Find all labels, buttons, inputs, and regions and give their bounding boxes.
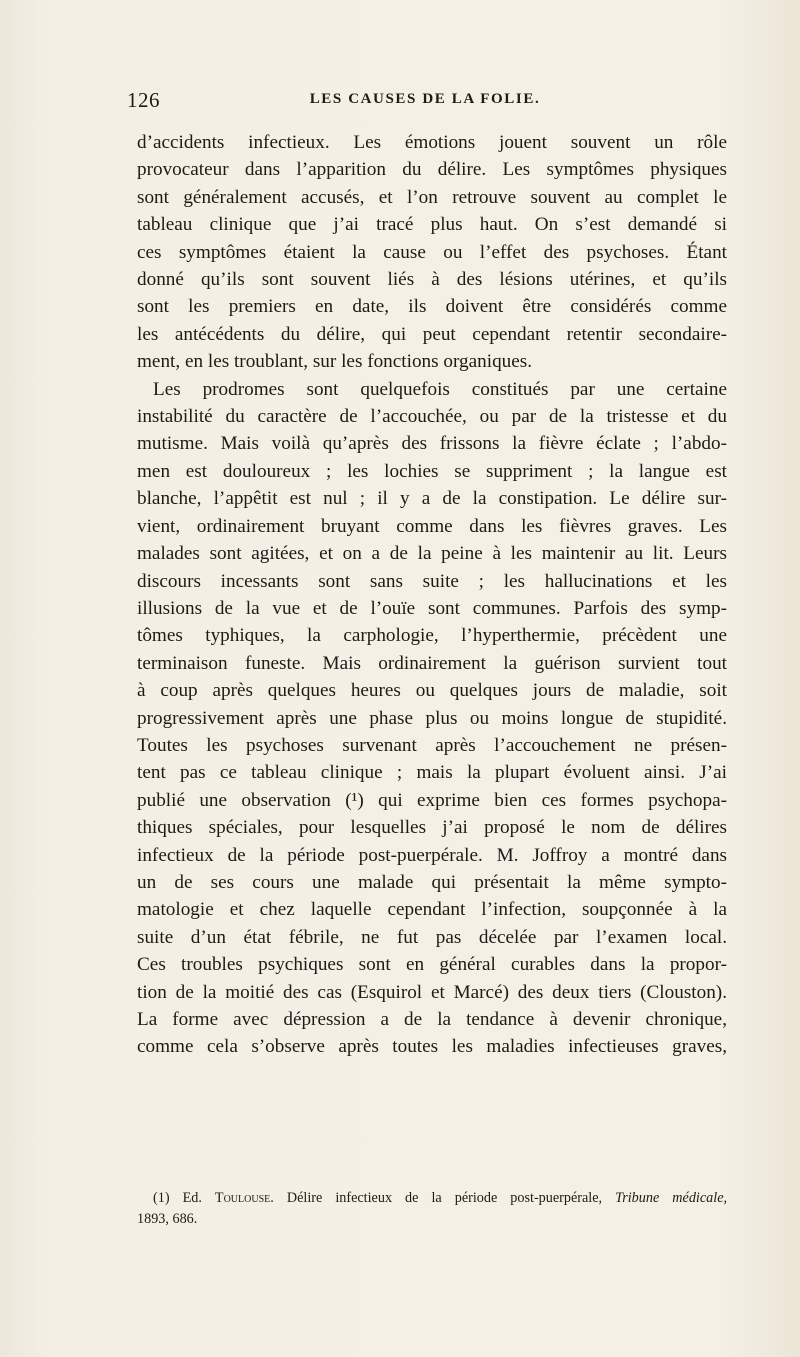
- text-line: tômes typhiques, la carphologie, l’hyperthermie, précèdent une: [137, 625, 727, 647]
- text-line: illusions de la vue et de l’ouïe sont communes. Parfois des symp-: [137, 597, 727, 619]
- text-line: sont les premiers en date, ils doivent être considérés comme: [137, 296, 727, 318]
- text-line: ces symptômes étaient la cause ou l’effet des psychoses. Étant: [137, 241, 727, 263]
- footnote-marker: (1): [153, 1190, 170, 1206]
- text-line: d’accidents infectieux. Les émotions jouent souvent un rôle: [137, 132, 727, 153]
- text-line: mutisme. Mais voilà qu’après des frissons la fièvre éclate ; l’abdo-: [137, 433, 727, 455]
- footnote-title: Délire infectieux de la période post-puerpérale,: [286, 1190, 603, 1206]
- text-line: Ces troubles psychiques sont en général curables dans la propor-: [137, 954, 727, 976]
- footnote-citation: 1893, 686.: [137, 1211, 198, 1227]
- text-line: à coup après quelques heures ou quelques jours de maladie, soit: [137, 680, 727, 702]
- text-line: terminaison funeste. Mais ordinairement la guérison survient tout: [137, 652, 727, 674]
- text-line: provocateur dans l’apparition du délire. Les symptômes physiques: [137, 159, 727, 181]
- text-line: matologie et chez laquelle cependant l’infection, soupçonnée à la: [137, 899, 727, 921]
- text-line: un de ses cours une malade qui présentait la même sympto-: [137, 871, 727, 893]
- text-line: progressivement après une phase plus ou moins longue de stupidité.: [137, 707, 727, 729]
- text-line: tion de la moitié des cas (Esquirol et Marcé) des deux tiers (Clouston).: [137, 981, 727, 1003]
- text-line: instabilité du caractère de l’accouchée, ou par de la tristesse et du: [137, 406, 727, 428]
- text-line: thiques spéciales, pour lesquelles j’ai proposé le nom de délires: [137, 817, 727, 839]
- text-line: sont généralement accusés, et l’on retrouve souvent au complet le: [137, 186, 727, 208]
- text-line: Toutes les psychoses survenant après l’accouchement ne présen-: [137, 734, 727, 756]
- text-line: ment, en les troublant, sur les fonctions organiques.: [137, 351, 533, 373]
- text-line: tableau clinique que j’ai tracé plus haut. On s’est demandé si: [137, 214, 727, 236]
- text-line: vient, ordinairement bruyant comme dans les fièvres graves. Les: [137, 515, 727, 537]
- footnote-author: Toulouse.: [214, 1190, 274, 1206]
- text-line: discours incessants sont sans suite ; les hallucinations et les: [137, 570, 727, 592]
- page-header: [125, 88, 725, 114]
- footnote: [137, 1188, 727, 1230]
- body-text: [137, 129, 727, 1061]
- text-line: men est douloureux ; les lochies se suppriment ; la langue est: [137, 460, 727, 482]
- text-line: infectieux de la période post-puerpérale. M. Joffroy a montré dans: [137, 844, 727, 866]
- footnote-line: [137, 1209, 727, 1230]
- paragraph-start-line: Les prodromes sont quelquefois constitués par une certaine: [153, 378, 727, 400]
- footnote-line: [137, 1188, 727, 1209]
- text-line: les antécédents du délire, qui peut cependant retentir secondaire-: [137, 323, 727, 345]
- text-line: blanche, l’appêtit est nul ; il y a de la constipation. Le délire sur-: [137, 488, 727, 510]
- text-line: suite d’un état fébrile, ne fut pas décelée par l’examen local.: [137, 926, 727, 948]
- text-line: donné qu’ils sont souvent liés à des lésions utérines, et qu’ils: [137, 269, 727, 291]
- text-line: La forme avec dépression a de la tendance à devenir chronique,: [137, 1009, 727, 1030]
- running-title: LES CAUSES DE LA FOLIE.: [309, 91, 541, 107]
- text-line: comme cela s’observe après toutes les maladies infectieuses graves,: [137, 1036, 727, 1058]
- footnote-abbr: Ed.: [182, 1190, 202, 1206]
- page-number: 126: [127, 88, 160, 112]
- text-line: malades sont agitées, et on a de la peine à les maintenir au lit. Leurs: [137, 543, 727, 565]
- text-line: tent pas ce tableau clinique ; mais la plupart évoluent ainsi. J’ai: [137, 762, 727, 784]
- footnote-journal: Tribune médicale,: [615, 1190, 728, 1206]
- text-line: publié une observation (¹) qui exprime bien ces formes psychopa-: [137, 789, 727, 811]
